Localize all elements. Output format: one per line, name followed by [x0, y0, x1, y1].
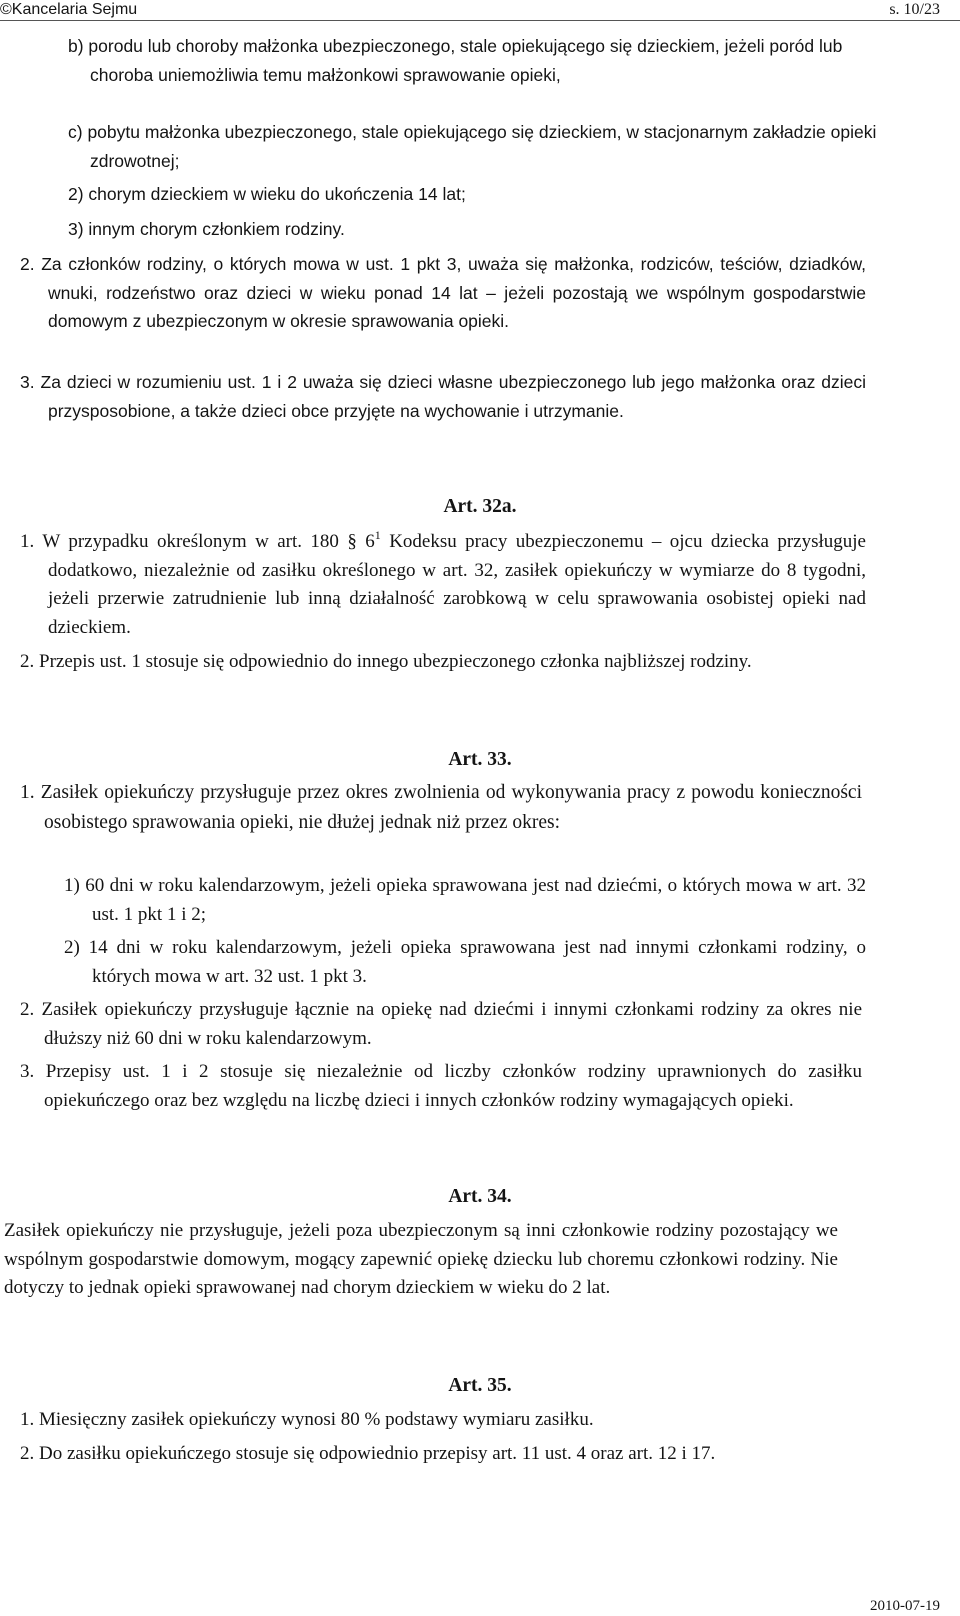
article-35-heading: Art. 35. — [448, 1375, 512, 1396]
art33-ust2: 2. Zasiłek opiekuńczy przysługuje łącznie na opiekę nad dziećmi i innymi członkami rodziny za okres nie dłuższy niż 60 dni w roku kalendarzowym. — [20, 999, 862, 1049]
art32a-ust1-start: 1. W przypadku określonym w art. 180 § 6 — [20, 531, 375, 552]
art33-point-1: 1) 60 dni w roku kalendarzowym, jeżeli opieka sprawowana jest nad dziećmi, o których mowa w art. 32 ust. 1 pkt 1 i 2; — [64, 875, 866, 925]
item-c: c) pobytu małżonka ubezpieczonego, stale opiekującego się dzieckiem, w stacjonarnym zakładzie opieki zdrowotnej; — [68, 122, 877, 171]
art32-ust2: 2. Za członków rodziny, o których mowa w ust. 1 pkt 3, uważa się małżonka, rodziców, teściów, dziadków, wnuki, rodzeństwo oraz dzieci w wieku ponad 14 lat – jeżeli pozostają we wspólnym gospodarstwie domowym z ubezpieczonym w okresie sprawowania opieki. — [20, 254, 866, 331]
art35-ust1: 1. Miesięczny zasiłek opiekuńczy wynosi 80 % podstawy wymiaru zasiłku. — [20, 1409, 594, 1430]
header-source: ©Kancelaria Sejmu — [0, 1, 138, 18]
point-2: 2) chorym dzieckiem w wieku do ukończenia 14 lat; — [68, 184, 466, 204]
article-32a-heading: Art. 32a. — [443, 496, 517, 517]
art35-ust2: 2. Do zasiłku opiekuńczego stosuje się odpowiednio przepisy art. 11 ust. 4 oraz art. 12 i 17. — [20, 1443, 716, 1464]
page-header — [0, 0, 960, 20]
point-3: 3) innym chorym członkiem rodziny. — [68, 219, 345, 239]
art34-text: Zasiłek opiekuńczy nie przysługuje, jeżeli poza ubezpieczonym są inni członkowie rodziny pozostający we wspólnym gospodarstwie domowym, mogący zapewnić opiekę dziecku lub choremu członkowi rodziny. Nie dotyczy to jednak opieki sprawowanej nad chorym dzieckiem w wieku do 2 lat. — [4, 1220, 838, 1298]
art33-ust3: 3. Przepisy ust. 1 i 2 stosuje się niezależnie od liczby członków rodziny uprawnionych do zasiłku opiekuńczego oraz bez względu na liczbę dzieci i innych członków rodziny wymagających opieki. — [20, 1061, 862, 1111]
art32a-ust1 — [20, 528, 866, 642]
item-b: b) porodu lub choroby małżonka ubezpieczonego, stale opiekującego się dzieckiem, jeżeli poród lub choroba uniemożliwia temu małżonkowi sprawowanie opieki, — [68, 36, 843, 85]
art32-ust3: 3. Za dzieci w rozumieniu ust. 1 i 2 uważa się dzieci własne ubezpieczonego lub jego małżonka oraz dzieci przysposobione, a także dzieci obce przyjęte na wychowanie i utrzymanie. — [20, 372, 866, 421]
article-34-heading: Art. 34. — [448, 1186, 512, 1207]
art32a-ust1-superscript: 1 — [374, 527, 381, 542]
art32a-ust2: 2. Przepis ust. 1 stosuje się odpowiednio do innego ubezpieczonego członka najbliższej rodziny. — [20, 651, 752, 672]
footer-date: 2010-07-19 — [870, 1598, 940, 1614]
header-divider — [0, 20, 960, 21]
article-33-heading: Art. 33. — [448, 749, 512, 770]
art32a-ust1-rest: Kodeksu pracy ubezpieczonemu – ojcu dziecka przysługuje dodatkowo, niezależnie od zasiłku określonego w art. 32, zasiłek opiekuńczy w wymiarze do 8 tygodni, jeżeli przerwie zatrudnienie lub inną działalność zarobkową w celu sprawowania osobistej opieki nad dzieckiem. — [48, 531, 866, 638]
art33-point-2: 2) 14 dni w roku kalendarzowym, jeżeli opieka sprawowana jest nad innymi członkami rodziny, o których mowa w art. 32 ust. 1 pkt 3. — [64, 937, 866, 987]
header-page-number: s. 10/23 — [889, 1, 940, 18]
art33-ust1: 1. Zasiłek opiekuńczy przysługuje przez okres zwolnienia od wykonywania pracy z powodu konieczności osobistego sprawowania opieki, nie dłużej jednak niż przez okres: — [20, 782, 862, 833]
